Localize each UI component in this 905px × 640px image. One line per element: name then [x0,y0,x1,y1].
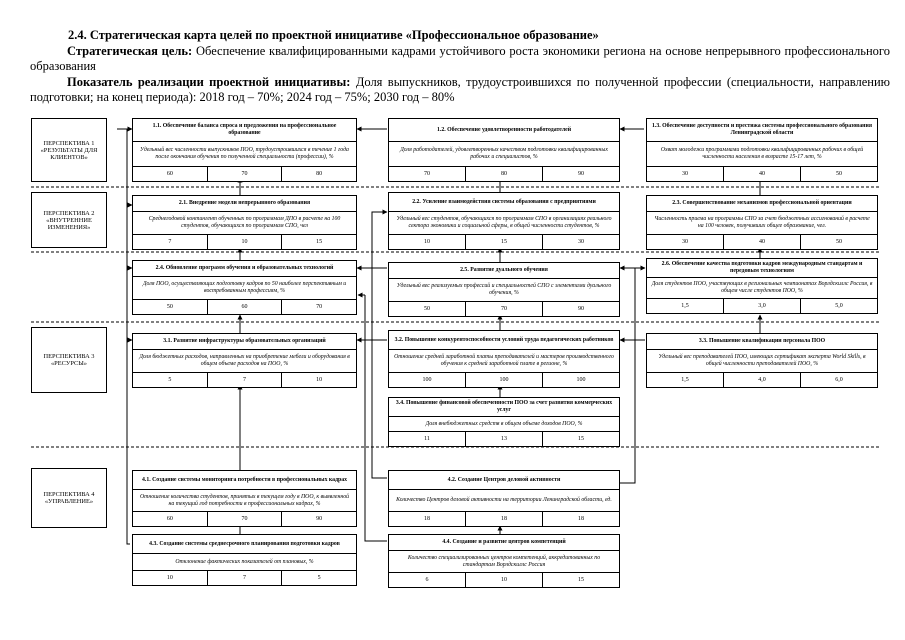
value-2030: 50 [836,238,842,245]
value-2024: 40 [724,167,801,181]
value-2024: 3,0 [724,299,801,313]
value-2024: 80 [466,167,543,181]
perspective-2-label: ПЕРСПЕКТИВА 2 «ВНУТРЕННИЕ ИЗМЕНЕНИЯ» [31,192,107,248]
goal-box-1-2 [388,118,620,182]
value-2030: 90 [578,170,584,177]
goal-title: 3.1. Развитие инфраструктуры образовательных организаций [133,334,356,350]
value-2018: 50 [389,302,466,316]
indicator-text: Доля выпускников, трудоустроившихся по полученной профессии (специальности, направлению подготовки; на конец периода): 2018 год – 70%; 2024 год – 75%; 2030 год – 80% [30,75,891,104]
value-2024: 7 [208,571,283,585]
value-2024: 15 [466,235,543,249]
goal-values [389,235,619,249]
goal-box-1-1 [132,118,357,182]
goal-indicator: Отношение средней заработной платы преподавателей и мастеров производственного обучения к средней заработной плате в регионе, % [389,350,619,373]
goal-box-2-2 [388,192,620,250]
goal-title: 2.2. Усиление взаимодействия системы образования с предприятиями [389,193,619,212]
value-2024: 18 [466,512,543,526]
value-2024: 10 [208,235,283,249]
value-2030: 50 [836,170,842,177]
value-2018: 10 [133,571,208,585]
goal-box-4-4 [388,534,620,588]
goal-indicator: Удельный вес реализуемых профессий и специальностей СПО с элементами дуального обучения, % [389,279,619,302]
goal-values [389,512,619,526]
indicator-label: Показатель реализации проектной инициативы: [67,75,351,89]
value-2030: 100 [576,376,586,383]
goal-values [647,373,877,387]
goal-box-3-3 [646,333,878,388]
goal-title: 3.2. Повышение конкурентоспособности условий труда педагогических работников [389,331,619,350]
value-2024: 100 [466,373,543,387]
value-2024: 70 [466,302,543,316]
goal-box-2-6 [646,258,878,314]
value-2018: 1,5 [647,373,724,387]
goal-indicator: Количество Центров деловой активности на территории Ленинградской области, ед. [389,490,619,512]
value-2030: 15 [578,435,584,442]
goal-indicator: Доля работодателей, удовлетворенных качеством подготовки квалифицированных рабочих и специалистов, % [389,142,619,167]
goal-indicator: Удельный вес студентов, обучающихся по программам СПО в организациях реального сектора экономики и социальной сферы, в общей численности студентов, % [389,212,619,235]
goal-values [133,235,356,249]
goal-box-4-2 [388,470,620,527]
value-2018: 70 [389,167,466,181]
value-2024: 60 [208,300,283,314]
goal-values [647,235,877,249]
value-2018: 50 [133,300,208,314]
value-2030: 70 [316,303,323,310]
goal-title: 1.3. Обеспечение доступности и престижа системы профессионального образования Ленинградской области [647,119,877,142]
value-2024: 70 [208,512,283,526]
goal-indicator: Численность приема на программы СПО за счет бюджетных ассигнований в расчете на 100 человек, получивших общее образование, чел. [647,212,877,235]
goal-indicator: Отклонение фактических показателей от плановых, % [133,554,356,571]
goal-indicator: Удельный вес преподавателей ПОО, имеющих сертификат эксперта World Skills, в общей численности преподавателей ПОО, % [647,350,877,373]
goal-values [389,432,619,446]
value-2030: 90 [316,515,323,522]
goal-title: 2.4. Обновление программ обучения и образовательных технологий [133,261,356,277]
goal-title: 4.2. Создание Центров деловой активности [389,471,619,490]
goal-indicator: Доля внебюджетных средств в общем объеме доходов ПОО, % [389,417,619,432]
value-2030: 5 [317,574,321,581]
goal-box-2-5 [388,262,620,317]
goal-indicator: Среднегодовой контингент обученных по программам ДПО в расчете на 100 студентов, обучающихся по программам СПО, чел [133,212,356,235]
value-2018: 6 [389,573,466,587]
goal-label: Стратегическая цель: [67,44,193,58]
page-title: 2.4. Стратегическая карта целей по проектной инициативе «Профессиональное образование» [68,28,599,42]
value-2018: 30 [647,235,724,249]
goal-title: 4.3. Создание системы среднесрочного планирования подготовки кадров [133,535,356,554]
goal-indicator: Доля студентов ПОО, участвующих в региональных чемпионатах Ворлдскиллс Россия, в общем числе студентов ПОО, % [647,278,877,299]
value-2018: 7 [133,235,208,249]
goal-title: 4.1. Создание системы мониторинга потребности в профессиональных кадрах [133,471,356,490]
value-2030: 90 [578,305,584,312]
goal-box-4-3 [132,534,357,586]
goal-values [389,373,619,387]
goal-values [647,299,877,313]
goal-values [389,573,619,587]
goal-indicator: Доля ПОО, осуществляющих подготовку кадров по 50 наиболее перспективным и востребованным профессиям, % [133,277,356,300]
value-2024: 13 [466,432,543,446]
value-2024: 40 [724,235,801,249]
goal-values [389,167,619,181]
value-2030: 6,0 [835,376,843,383]
goal-title: 2.5. Развитие дуального обучения [389,263,619,279]
goal-title: 3.4. Повышение финансовой обеспеченности ПОО за счет развития коммерческих услуг [389,398,619,417]
goal-values [133,373,356,387]
goal-indicator: Доля бюджетных расходов, направленных на приобретение мебели и оборудования в общем объеме расходов на ПОО, % [133,350,356,373]
goal-indicator: Количество специализированных центров компетенций, аккредитованных по стандартам Ворлдскиллс Россия [389,551,619,573]
goal-indicator: Удельный вес численности выпускников ПОО, трудоустроившихся в течение 1 года после окончания обучения по полученной специальности (профессии), % [133,142,356,167]
value-2018: 11 [389,432,466,446]
value-2030: 15 [316,238,323,245]
goal-title: 3.3. Повышение квалификации персонала ПОО [647,334,877,350]
goal-indicator: Охват молодежи программами подготовки квалифицированных рабочих в общей численности населения в возрасте 15-17 лет, % [647,142,877,167]
value-2024: 10 [466,573,543,587]
goal-box-3-1 [132,333,357,388]
value-2024: 7 [208,373,283,387]
goal-box-2-4 [132,260,357,315]
goal-title: 4.4. Создание и развитие центров компетенций [389,535,619,551]
goal-box-3-4 [388,397,620,447]
value-2030: 15 [578,576,584,583]
value-2018: 30 [647,167,724,181]
perspective-3-label: ПЕРСПЕКТИВА 3 «РЕСУРСЫ» [31,327,107,393]
goal-title: 2.1. Внедрение модели непрерывного образования [133,196,356,212]
perspective-1-label: ПЕРСПЕКТИВА 1 «РЕЗУЛЬТАТЫ ДЛЯ КЛИЕНТОВ» [31,118,107,182]
goal-values [133,300,356,314]
value-2018: 60 [133,512,208,526]
goal-box-2-1 [132,195,357,250]
value-2030: 5,0 [835,302,843,309]
goal-title: 2.3. Совершенствование механизмов профессиональной ориентации [647,196,877,212]
value-2018: 60 [133,167,208,181]
goal-box-3-2 [388,330,620,388]
goal-box-1-3 [646,118,878,182]
goal-box-2-3 [646,195,878,250]
goal-indicator: Отношение количества студентов, принятых в текущем году в ПОО, к выявленной на текущий год потребности в профессиональных кадрах, % [133,490,356,512]
goal-box-4-1 [132,470,357,527]
goal-values [647,167,877,181]
goal-values [133,571,356,585]
value-2018: 10 [389,235,466,249]
goal-title: 1.2. Обеспечение удовлетворенности работодателей [389,119,619,142]
goal-values [133,512,356,526]
goal-values [389,302,619,316]
goal-title: 2.6. Обеспечение качества подготовки кадров международным стандартам и передовым технологиям [647,259,877,278]
value-2024: 70 [208,167,283,181]
value-2018: 18 [389,512,466,526]
goal-values [133,167,356,181]
perspective-4-label: ПЕРСПЕКТИВА 4 «УПРАВЛЕНИЕ» [31,468,107,528]
value-2030: 80 [316,170,323,177]
value-2030: 18 [578,515,584,522]
value-2018: 5 [133,373,208,387]
value-2030: 30 [578,238,584,245]
value-2018: 1,5 [647,299,724,313]
value-2030: 10 [316,376,323,383]
goal-title: 1.1. Обеспечение баланса спроса и предложения на профессиональное образование [133,119,356,142]
goal-text: Обеспечение квалифицированными кадрами устойчивого роста экономики региона на основе непрерывного профессионального образования [30,44,890,73]
value-2024: 4,0 [724,373,801,387]
value-2018: 100 [389,373,466,387]
